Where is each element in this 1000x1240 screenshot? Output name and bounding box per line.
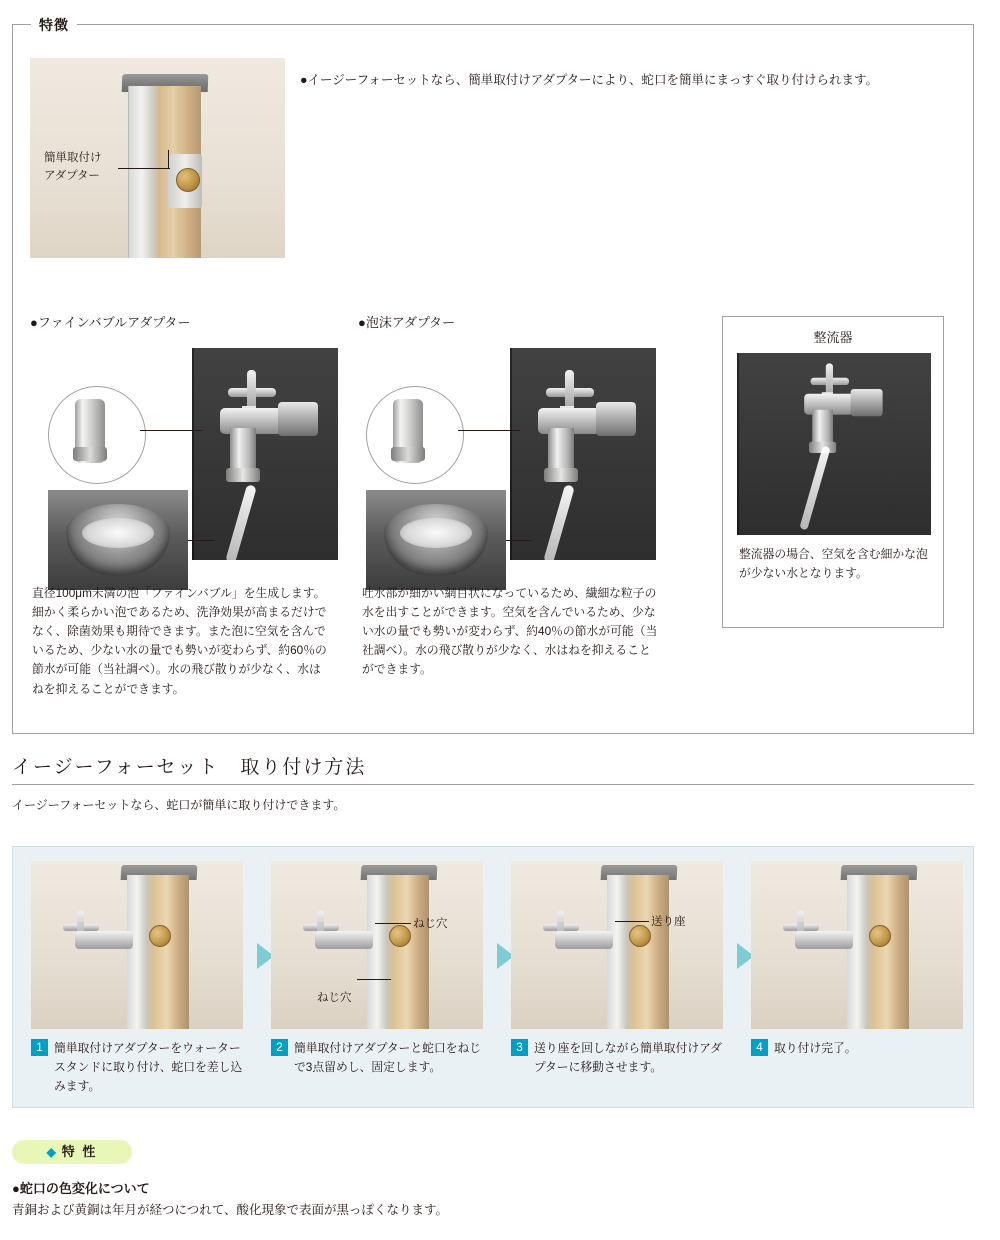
feature-lead-text: ●イージーフォーセットなら、簡単取付けアダプターにより、蛇口を簡単にまっすぐ取り付けられます。 bbox=[300, 73, 879, 87]
rectifier-title: 整流器 bbox=[813, 330, 853, 345]
install-step-2 bbox=[271, 861, 483, 1077]
install-step-3 bbox=[511, 861, 723, 1077]
install-section-subtitle: イージーフォーセットなら、蛇口が簡単に取り付けできます。 bbox=[12, 798, 346, 812]
feed-seat-leader bbox=[615, 921, 649, 922]
zoom-leader-line bbox=[140, 430, 202, 431]
foam-pot-photo bbox=[366, 490, 506, 590]
feature-legend: 特徴 bbox=[31, 15, 77, 35]
step-photo bbox=[271, 861, 483, 1029]
step-photo bbox=[751, 861, 963, 1029]
install-section-rule bbox=[12, 784, 974, 785]
water-stream bbox=[543, 484, 575, 560]
callout-leader-elbow bbox=[168, 150, 169, 169]
install-steps-band bbox=[12, 846, 974, 1108]
rectifier-box bbox=[722, 316, 944, 628]
fine-bubble-faucet-photo bbox=[192, 348, 338, 560]
faucet-illustration bbox=[57, 905, 153, 971]
step-description: 簡単取付けアダプターと蛇口をねじで3点留めし、固定します。 bbox=[294, 1041, 482, 1074]
install-step-1 bbox=[31, 861, 243, 1096]
fine-bubble-pot-photo bbox=[48, 490, 188, 590]
easy-mount-adapter bbox=[176, 168, 200, 192]
faucet-illustration bbox=[297, 905, 393, 971]
characteristics-heading: ●蛇口の色変化について bbox=[12, 1181, 150, 1196]
step-number: 3 bbox=[511, 1039, 528, 1056]
pot-foam bbox=[82, 518, 154, 548]
nozzle-cap bbox=[391, 447, 425, 461]
screw-hole-label-1: ねじ穴 bbox=[413, 918, 448, 930]
rectifier-caption: 整流器の場合、空気を含む細かな泡が少ない水となります。 bbox=[739, 547, 928, 581]
faucet-illustration bbox=[192, 362, 336, 492]
faucet-illustration bbox=[777, 357, 897, 461]
easy-mount-adapter bbox=[389, 925, 411, 947]
water-stream bbox=[225, 484, 257, 560]
diamond-icon: ◆ bbox=[46, 1145, 58, 1159]
screw-hole-leader-1 bbox=[375, 923, 411, 924]
adapter-callout-label-1: 簡単取付け bbox=[44, 152, 102, 164]
install-step-4 bbox=[751, 861, 963, 1058]
characteristics-text: 青銅および黄銅は年月が経つにつれて、酸化現象で表面が黒っぽくなります。 bbox=[12, 1203, 449, 1217]
easy-mount-adapter bbox=[869, 925, 891, 947]
callout-leader-line bbox=[118, 168, 170, 169]
rectifier-photo bbox=[737, 353, 931, 535]
step-number: 1 bbox=[31, 1039, 48, 1056]
nozzle-cap bbox=[73, 447, 107, 461]
foam-adapter-description: 吐水部が細かい網目状になっているため、繊細な粒子の水を出すことができます。空気を含んでいるため、少ない水の量でも勢いが変わらず、約40％の節水が可能（当社調べ）。水の飛び散りが少なく、水はねを抑えることができます。 bbox=[362, 586, 658, 677]
step-photo bbox=[31, 861, 243, 1029]
step-number: 4 bbox=[751, 1039, 768, 1056]
pot-leader-line bbox=[506, 540, 532, 541]
easy-mount-adapter bbox=[629, 925, 651, 947]
characteristics-badge-label: 特 性 bbox=[61, 1144, 98, 1159]
screw-hole-leader-2 bbox=[357, 979, 391, 980]
step-description: 送り座を回しながら簡単取付けアダプターに移動させます。 bbox=[534, 1041, 722, 1074]
feed-seat-label: 送り座 bbox=[651, 916, 686, 928]
step-number: 2 bbox=[271, 1039, 288, 1056]
faucet-illustration bbox=[537, 905, 633, 971]
step-description: 簡単取付けアダプターをウォータースタンドに取り付け、蛇口を差し込みます。 bbox=[54, 1041, 243, 1093]
characteristics-badge bbox=[12, 1140, 132, 1164]
easy-mount-adapter bbox=[149, 925, 171, 947]
install-section-title: イージーフォーセット 取り付け方法 bbox=[12, 757, 367, 778]
foam-nozzle-zoom bbox=[366, 386, 464, 484]
adapter-callout-label-2: アダプター bbox=[44, 170, 100, 182]
foam-adapter-heading: ●泡沫アダプター bbox=[358, 315, 456, 330]
pot-foam bbox=[400, 518, 472, 548]
step-description: 取り付け完了。 bbox=[774, 1041, 857, 1055]
faucet-illustration bbox=[777, 905, 873, 971]
step-photo bbox=[511, 861, 723, 1029]
faucet-illustration bbox=[510, 362, 654, 492]
fine-bubble-nozzle-zoom bbox=[48, 386, 146, 484]
pot-leader-line bbox=[188, 540, 214, 541]
screw-hole-label-2: ねじ穴 bbox=[317, 992, 352, 1004]
fine-bubble-description: 直径100μm未満の泡「ファインバブル」を生成します。細かく柔らかい泡であるため、洗浄効果が高まるだけでなく、除菌効果も期待できます。また泡に空気を含んでいるため、少ない水の量でも勢いが変わらず、約60％の節水が可能（当社調べ）。水の飛び散りが少なく、水はねを抑えることができます。 bbox=[32, 586, 327, 696]
foam-faucet-photo bbox=[510, 348, 656, 560]
zoom-leader-line bbox=[458, 430, 520, 431]
fine-bubble-heading: ●ファインバブルアダプター bbox=[30, 315, 191, 330]
